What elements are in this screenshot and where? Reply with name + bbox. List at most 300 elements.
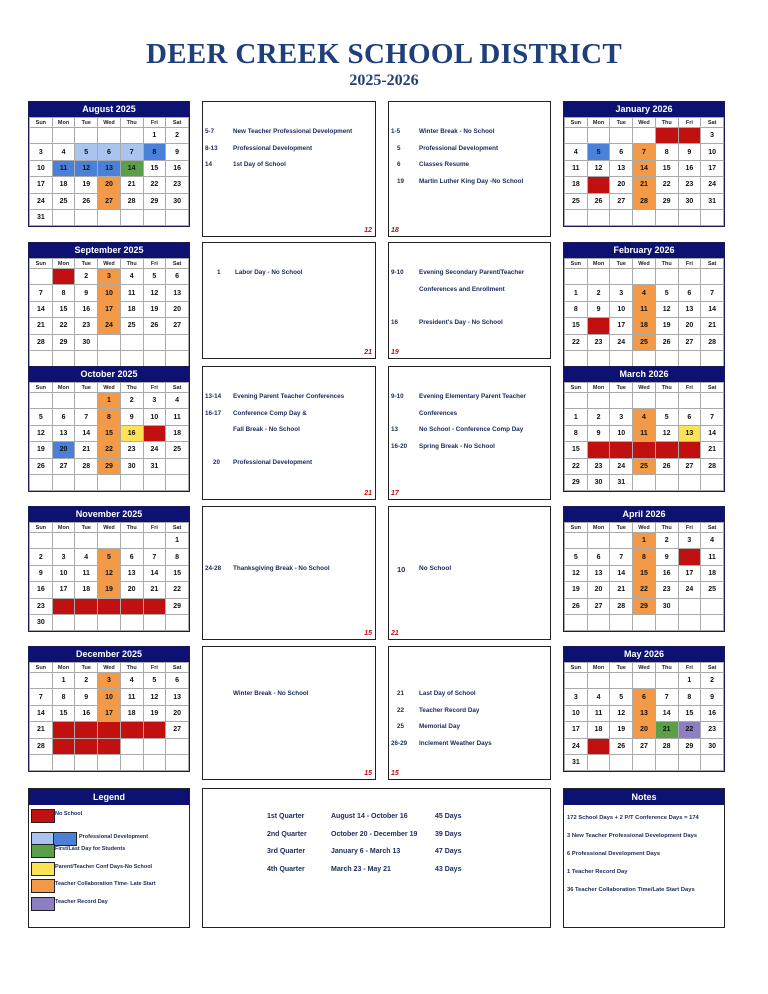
quarters-panel xyxy=(202,788,551,928)
event-date: 16 xyxy=(391,318,399,326)
calendar-day: 25 xyxy=(52,193,75,209)
event-date: 13-14 xyxy=(205,393,222,400)
event-description: Memorial Day xyxy=(419,723,460,730)
calendar-day: 19 xyxy=(143,705,166,721)
calendar-empty-cell xyxy=(701,754,724,770)
calendar-day: 14 xyxy=(120,160,143,176)
weekday-label: Wed xyxy=(633,259,656,269)
event-date: 14 xyxy=(205,161,213,168)
calendar-day: 16 xyxy=(587,318,610,334)
weekday-label: Tue xyxy=(610,383,633,393)
calendar-empty-cell xyxy=(565,614,588,630)
calendar-day: 21 xyxy=(120,177,143,193)
legend-label: Parent/Teacher Conf Days-No School xyxy=(55,863,153,870)
calendar-day: 27 xyxy=(587,598,610,614)
event-description: Evening Parent Teacher Conferences xyxy=(233,393,345,400)
calendar-week xyxy=(30,393,189,409)
calendar-week xyxy=(30,533,189,549)
calendar-empty-cell xyxy=(143,350,166,366)
calendar-day: 28 xyxy=(655,738,678,754)
calendar-day: 4 xyxy=(633,285,656,301)
month-title: October 2025 xyxy=(29,367,189,382)
calendar-empty-cell xyxy=(633,673,656,689)
calendar-day: 13 xyxy=(120,565,143,581)
event-date: 10 xyxy=(397,565,406,574)
calendar-day: 20 xyxy=(587,582,610,598)
calendar-day: 2 xyxy=(75,673,98,689)
weekday-label: Mon xyxy=(587,523,610,533)
calendar-empty-cell xyxy=(633,393,656,409)
month-calendar xyxy=(28,506,190,632)
calendar-week xyxy=(565,393,724,409)
event-date: 16-17 xyxy=(205,409,222,417)
weekday-label: Fri xyxy=(678,523,701,533)
calendar-empty-cell xyxy=(701,474,724,490)
calendar-day: 12 xyxy=(655,425,678,441)
calendar-empty-cell xyxy=(120,754,143,770)
calendar-day: 1 xyxy=(565,285,588,301)
calendar-day: 16 xyxy=(75,705,98,721)
calendar-day: 3 xyxy=(701,128,724,144)
weekday-label: Tue xyxy=(75,663,98,673)
note-item: 36 Teacher Collaboration Time/Late Start Days xyxy=(567,887,695,893)
events-box xyxy=(388,242,551,359)
calendar-week xyxy=(565,285,724,301)
calendar-day: 6 xyxy=(610,144,633,160)
month-calendar xyxy=(28,366,190,492)
calendar-day: 31 xyxy=(143,458,166,474)
calendar-day: 10 xyxy=(98,285,121,301)
calendar-day: 22 xyxy=(678,722,701,738)
calendar-day: 18 xyxy=(75,582,98,598)
calendar-day: 4 xyxy=(166,393,189,409)
event-description: Winter Break - No School xyxy=(233,690,309,697)
calendar-day: 18 xyxy=(52,177,75,193)
weekday-label: Sat xyxy=(166,523,189,533)
calendar-empty-cell xyxy=(75,128,98,144)
calendar-week xyxy=(565,474,724,490)
calendar-empty-cell xyxy=(678,754,701,770)
calendar-day: 16 xyxy=(166,160,189,176)
calendar-week xyxy=(565,193,724,209)
calendar-day: 22 xyxy=(655,177,678,193)
calendar-day: 28 xyxy=(610,598,633,614)
calendar-empty-cell xyxy=(166,474,189,490)
calendar-week xyxy=(30,209,189,225)
calendar-empty-cell xyxy=(678,614,701,630)
calendar-week xyxy=(30,705,189,721)
month-calendar xyxy=(563,242,725,368)
calendar-day: 22 xyxy=(565,334,588,350)
calendar-day: 17 xyxy=(98,705,121,721)
calendar-week xyxy=(565,442,724,458)
calendar-week xyxy=(30,269,189,285)
calendar-day: 17 xyxy=(565,722,588,738)
legend-swatch xyxy=(31,897,55,911)
calendar-day: 30 xyxy=(166,193,189,209)
calendar-day: 4 xyxy=(120,673,143,689)
calendar-week xyxy=(565,565,724,581)
calendar-empty-cell xyxy=(98,128,121,144)
calendar-day: 16 xyxy=(75,301,98,317)
calendar-day: 25 xyxy=(633,458,656,474)
event-description: Evening Elementary Parent Teacher xyxy=(419,393,526,400)
calendar-empty-cell xyxy=(655,614,678,630)
calendar-day: 24 xyxy=(52,598,75,614)
calendar-day: 17 xyxy=(610,442,633,458)
calendar-empty-cell xyxy=(120,738,143,754)
note-item: 1 Teacher Record Day xyxy=(567,869,628,875)
calendar-empty-cell xyxy=(30,754,53,770)
calendar-day: 22 xyxy=(633,582,656,598)
weekday-label: Mon xyxy=(52,383,75,393)
quarter-name: 1st Quarter xyxy=(267,813,305,820)
weekday-label: Sun xyxy=(565,523,588,533)
event-date: 9-10 xyxy=(391,269,404,276)
calendar-empty-cell xyxy=(120,533,143,549)
calendar-empty-cell xyxy=(565,533,588,549)
calendar-empty-cell xyxy=(633,350,656,366)
calendar-day: 10 xyxy=(143,409,166,425)
calendar-day: 13 xyxy=(678,301,701,317)
weekday-label: Thu xyxy=(120,118,143,128)
month-title: December 2025 xyxy=(29,647,189,662)
school-day-count: 21 xyxy=(391,630,399,637)
calendar-day: 20 xyxy=(678,318,701,334)
calendar-day: 15 xyxy=(52,705,75,721)
weekday-label: Sun xyxy=(565,663,588,673)
calendar-day: 18 xyxy=(633,318,656,334)
weekday-label: Tue xyxy=(75,523,98,533)
calendar-day: 26 xyxy=(30,458,53,474)
calendar-empty-cell xyxy=(143,533,166,549)
calendar-day: 21 xyxy=(30,722,53,738)
calendar-day: 13 xyxy=(98,160,121,176)
calendar-day: 18 xyxy=(120,301,143,317)
event-description: Fall Break - No School xyxy=(233,426,300,433)
calendar-day: 27 xyxy=(98,193,121,209)
calendar-empty-cell xyxy=(166,738,189,754)
weekday-label: Mon xyxy=(587,383,610,393)
calendar-week xyxy=(565,549,724,565)
calendar-empty-cell xyxy=(30,474,53,490)
calendar-day: 13 xyxy=(633,705,656,721)
calendar-day: 9 xyxy=(701,689,724,705)
calendar-empty-cell xyxy=(565,673,588,689)
weekday-label: Wed xyxy=(633,523,656,533)
calendar-day: 11 xyxy=(633,425,656,441)
weekday-label: Fri xyxy=(143,118,166,128)
calendar-empty-cell xyxy=(52,614,75,630)
calendar-week xyxy=(565,673,724,689)
calendar-day: 19 xyxy=(30,442,53,458)
calendar-day: 9 xyxy=(655,549,678,565)
calendar-day: 7 xyxy=(75,409,98,425)
calendar-day: 24 xyxy=(701,177,724,193)
calendar-day: 14 xyxy=(633,160,656,176)
calendar-day: 29 xyxy=(166,598,189,614)
calendar-day: 29 xyxy=(52,738,75,754)
calendar-empty-cell xyxy=(52,533,75,549)
weekday-label: Mon xyxy=(52,663,75,673)
calendar-day: 26 xyxy=(655,334,678,350)
calendar-empty-cell xyxy=(655,350,678,366)
calendar-day: 7 xyxy=(655,689,678,705)
calendar-week xyxy=(30,474,189,490)
calendar-day: 13 xyxy=(587,565,610,581)
calendar-day: 5 xyxy=(610,689,633,705)
calendar-week xyxy=(30,144,189,160)
calendar-day: 18 xyxy=(120,705,143,721)
calendar-week xyxy=(30,177,189,193)
month-title: September 2025 xyxy=(29,243,189,258)
calendar-empty-cell xyxy=(610,393,633,409)
calendar-day: 27 xyxy=(633,738,656,754)
weekday-label: Wed xyxy=(98,523,121,533)
weekday-label: Sun xyxy=(30,663,53,673)
calendar-week xyxy=(30,160,189,176)
calendar-empty-cell xyxy=(98,334,121,350)
calendar-day: 3 xyxy=(565,689,588,705)
calendar-day: 7 xyxy=(701,285,724,301)
calendar-day: 30 xyxy=(75,334,98,350)
calendar-day: 20 xyxy=(166,705,189,721)
calendar-day: 14 xyxy=(30,705,53,721)
weekday-label: Mon xyxy=(587,118,610,128)
calendar-day: 19 xyxy=(98,582,121,598)
event-description: Last Day of School xyxy=(419,690,476,697)
calendar-empty-cell xyxy=(655,754,678,770)
weekday-label: Wed xyxy=(633,663,656,673)
calendar-empty-cell xyxy=(633,614,656,630)
calendar-day: 30 xyxy=(655,598,678,614)
event-description: Spring Break - No School xyxy=(419,442,495,450)
month-title: November 2025 xyxy=(29,507,189,522)
note-item: 3 New Teacher Professional Development Days xyxy=(567,833,698,839)
event-description: No School xyxy=(419,565,452,572)
event-description: Labor Day - No School xyxy=(235,269,303,276)
calendar-day: 27 xyxy=(120,598,143,614)
calendar-week xyxy=(30,673,189,689)
weekday-label: Fri xyxy=(143,663,166,673)
calendar-week xyxy=(30,442,189,458)
calendar-day: 11 xyxy=(633,301,656,317)
legend-swatch xyxy=(53,832,77,846)
calendar-day: 16 xyxy=(120,425,143,441)
calendar-day: 2 xyxy=(655,533,678,549)
calendar-empty-cell xyxy=(52,754,75,770)
calendar-day: 9 xyxy=(587,425,610,441)
legend-swatch xyxy=(31,809,55,823)
calendar-day: 25 xyxy=(120,318,143,334)
events-box xyxy=(388,101,551,237)
calendar-day: 22 xyxy=(565,458,588,474)
calendar-day: 8 xyxy=(678,689,701,705)
calendar-day: 11 xyxy=(166,409,189,425)
calendar-week xyxy=(30,598,189,614)
calendar-day: 31 xyxy=(98,738,121,754)
calendar-day: 6 xyxy=(166,673,189,689)
calendar-empty-cell xyxy=(52,209,75,225)
event-description: Professional Development xyxy=(419,144,499,152)
school-year: 2025-2026 xyxy=(349,72,419,89)
weekday-label: Sun xyxy=(30,259,53,269)
calendar-day: 27 xyxy=(166,722,189,738)
calendar-day: 8 xyxy=(166,549,189,565)
weekday-label: Wed xyxy=(633,118,656,128)
calendar-day: 18 xyxy=(565,177,588,193)
calendar-day: 19 xyxy=(587,177,610,193)
calendar-day: 23 xyxy=(120,442,143,458)
calendar-empty-cell xyxy=(587,350,610,366)
calendar-day: 31 xyxy=(610,474,633,490)
calendar-day: 9 xyxy=(120,409,143,425)
calendar-empty-cell xyxy=(120,128,143,144)
calendar-week xyxy=(565,177,724,193)
calendar-empty-cell xyxy=(166,614,189,630)
calendar-empty-cell xyxy=(610,754,633,770)
calendar-empty-cell xyxy=(143,474,166,490)
calendar-day: 25 xyxy=(75,598,98,614)
calendar-day: 17 xyxy=(52,582,75,598)
calendar-week xyxy=(30,614,189,630)
calendar-empty-cell xyxy=(30,393,53,409)
calendar-week xyxy=(565,334,724,350)
calendar-day: 28 xyxy=(30,738,53,754)
calendar-week xyxy=(565,144,724,160)
note-item: 172 School Days + 2 P/T Conference Days = 174 xyxy=(567,815,699,821)
calendar-day: 17 xyxy=(30,177,53,193)
calendar-empty-cell xyxy=(587,754,610,770)
calendar-day: 11 xyxy=(587,705,610,721)
calendar-week xyxy=(565,689,724,705)
calendar-empty-cell xyxy=(52,393,75,409)
calendar-day: 3 xyxy=(98,269,121,285)
calendar-day: 21 xyxy=(633,177,656,193)
calendar-empty-cell xyxy=(587,269,610,285)
calendar-day: 12 xyxy=(98,565,121,581)
calendar-day: 2 xyxy=(701,673,724,689)
weekday-label: Wed xyxy=(98,259,121,269)
calendar-empty-cell xyxy=(701,598,724,614)
calendar-empty-cell xyxy=(701,614,724,630)
calendar-day: 21 xyxy=(701,442,724,458)
calendar-empty-cell xyxy=(701,350,724,366)
calendar-day: 6 xyxy=(633,689,656,705)
school-day-count: 15 xyxy=(364,770,372,777)
events-box xyxy=(202,366,376,500)
legend-title: Legend xyxy=(29,789,189,805)
calendar-day: 23 xyxy=(655,582,678,598)
event-date: 20 xyxy=(213,459,221,466)
calendar-day: 3 xyxy=(98,673,121,689)
calendar-day: 1 xyxy=(565,409,588,425)
event-description: Teacher Record Day xyxy=(419,706,480,714)
calendar-empty-cell xyxy=(75,474,98,490)
calendar-week xyxy=(565,533,724,549)
legend-label: Teacher Record Day xyxy=(55,898,108,905)
legend-label: Teacher Collaboration Time- Late Start xyxy=(55,881,156,887)
calendar-day: 17 xyxy=(143,425,166,441)
calendar-day: 7 xyxy=(633,144,656,160)
calendar-day: 2 xyxy=(75,269,98,285)
calendar-day: 24 xyxy=(610,458,633,474)
calendar-day: 6 xyxy=(678,285,701,301)
calendar-day: 15 xyxy=(633,565,656,581)
calendar-day: 2 xyxy=(587,285,610,301)
calendar-week xyxy=(30,458,189,474)
calendar-empty-cell xyxy=(30,269,53,285)
calendar-day: 10 xyxy=(610,425,633,441)
calendar-day: 30 xyxy=(75,738,98,754)
calendar-empty-cell xyxy=(655,474,678,490)
event-description: Conferences xyxy=(419,409,458,417)
school-day-count: 21 xyxy=(364,490,372,497)
calendar-day: 25 xyxy=(120,722,143,738)
legend-swatch xyxy=(31,879,55,893)
weekday-label: Thu xyxy=(655,383,678,393)
calendar-day: 24 xyxy=(98,318,121,334)
weekday-label: Mon xyxy=(52,523,75,533)
calendar-week xyxy=(30,128,189,144)
calendar-day: 15 xyxy=(166,565,189,581)
calendar-day: 21 xyxy=(143,582,166,598)
month-calendar xyxy=(28,242,190,368)
calendar-empty-cell xyxy=(610,614,633,630)
calendar-empty-cell xyxy=(610,209,633,225)
calendar-day: 23 xyxy=(166,177,189,193)
weekday-label: Mon xyxy=(587,259,610,269)
event-date: 16-20 xyxy=(391,442,408,450)
calendar-day: 11 xyxy=(565,160,588,176)
quarter-days: 39 Days xyxy=(435,830,462,838)
quarter-days: 43 Days xyxy=(435,865,462,873)
event-description: Professional Development xyxy=(233,459,313,466)
calendar-day: 3 xyxy=(610,409,633,425)
calendar-empty-cell xyxy=(30,533,53,549)
quarter-name: 2nd Quarter xyxy=(267,830,307,838)
calendar-empty-cell xyxy=(655,269,678,285)
school-day-count: 12 xyxy=(364,227,372,234)
calendar-day: 12 xyxy=(75,160,98,176)
calendar-week xyxy=(565,614,724,630)
weekday-label: Sat xyxy=(166,259,189,269)
calendar-day: 3 xyxy=(610,285,633,301)
legend-label: No School xyxy=(55,811,83,817)
month-title: March 2026 xyxy=(564,367,724,382)
calendar-empty-cell xyxy=(633,209,656,225)
calendar-day: 5 xyxy=(98,549,121,565)
calendar-day: 20 xyxy=(610,177,633,193)
quarter-days: 47 Days xyxy=(435,848,462,855)
event-description: Classes Resume xyxy=(419,161,470,168)
calendar-day: 26 xyxy=(143,722,166,738)
calendar-day: 20 xyxy=(633,722,656,738)
weekday-label: Fri xyxy=(143,523,166,533)
calendar-day: 21 xyxy=(655,722,678,738)
calendar-day: 19 xyxy=(565,582,588,598)
calendar-day: 24 xyxy=(143,442,166,458)
calendar-day: 20 xyxy=(98,177,121,193)
calendar-day: 28 xyxy=(701,334,724,350)
event-description: Martin Luther King Day -No School xyxy=(419,177,524,185)
calendar-empty-cell xyxy=(98,474,121,490)
calendar-empty-cell xyxy=(655,209,678,225)
calendar-day: 4 xyxy=(75,549,98,565)
weekday-label: Thu xyxy=(120,663,143,673)
calendar-day: 22 xyxy=(143,177,166,193)
calendar-day: 23 xyxy=(587,458,610,474)
